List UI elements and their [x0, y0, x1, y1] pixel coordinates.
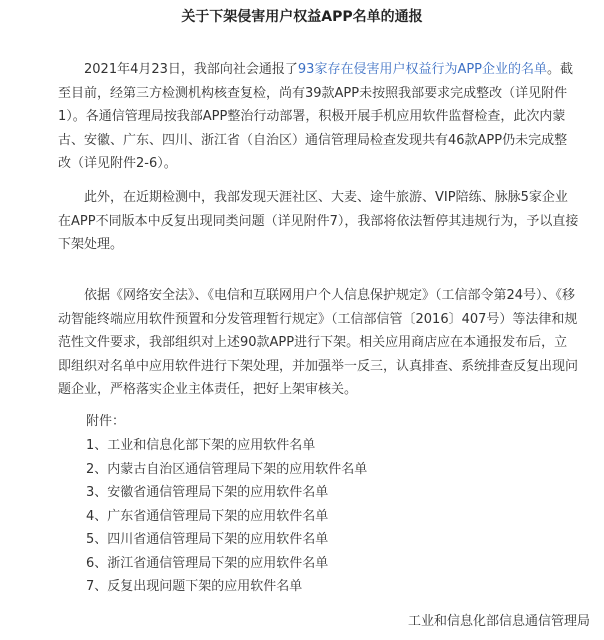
attachment-item: 2、内蒙古自治区通信管理局下架的应用软件名单 — [86, 461, 368, 477]
page-title: 关于下架侵害用户权益APP名单的通报 — [181, 9, 423, 25]
attachment-item: 5、四川省通信管理局下架的应用软件名单 — [86, 532, 329, 547]
attachment-item: 6、浙江省通信管理局下架的应用软件名单 — [86, 555, 329, 571]
paragraph-intro — [58, 58, 580, 176]
issuer-signature: 工业和信息化部信息通信管理局 — [407, 614, 590, 629]
paragraph-repeat-issues: 此外，在近期检测中，我部发现天涯社区、大麦、途牛旅游、VIP陪练、脉脉5家企业在APP不同版本中反复出现同类问题（详见附件7），我部将依法暂停其违规行为，予以直接下架处理。 — [58, 190, 579, 252]
attachment-item: 1、工业和信息化部下架的应用软件名单 — [86, 438, 316, 453]
attachments-heading: 附件： — [86, 414, 126, 429]
attachments-list — [86, 434, 367, 599]
paragraph-legal-basis: 依据《网络安全法》、《电信和互联网用户个人信息保护规定》（工信部令第24号）、《移动智能终端应用软件预置和分发管理暂行规定》（工信部信管〔2016〕407号）等法律和规范性文件要求，我部组织对上述90款APP进行下架。相关应用商店应在本通报发布后，立即组织对名单中应用软件进行下架处理，并加强举一反三，认真排查、系统排查反复出现问题企业，严格落实企业主体责任，把好上架审核关。 — [58, 288, 579, 397]
attachment-item: 4、广东省通信管理局下架的应用软件名单 — [86, 508, 329, 524]
paragraph-intro-rest: 。截至目前，经第三方检测机构核查复检，尚有39款APP未按照我部要求完成整改（详见附件1）。各通信管理局按我部APP整治行动部署，积极开展手机应用软件监督检查，此次内蒙古、安徽、广东、四川、浙江省（自治区）通信管理局检查发现共有46款APP仍未完成整改（详见附件2-6）。 — [58, 62, 574, 171]
attachment-item: 7、反复出现问题下架的应用软件名单 — [86, 579, 303, 594]
attachment-item: 3、安徽省通信管理局下架的应用软件名单 — [86, 485, 329, 500]
paragraph-intro-lead: 2021年4月23日，我部向社会通报了 — [84, 62, 298, 77]
enterprise-list-link[interactable]: 93家存在侵害用户权益行为APP企业的名单 — [297, 62, 548, 77]
